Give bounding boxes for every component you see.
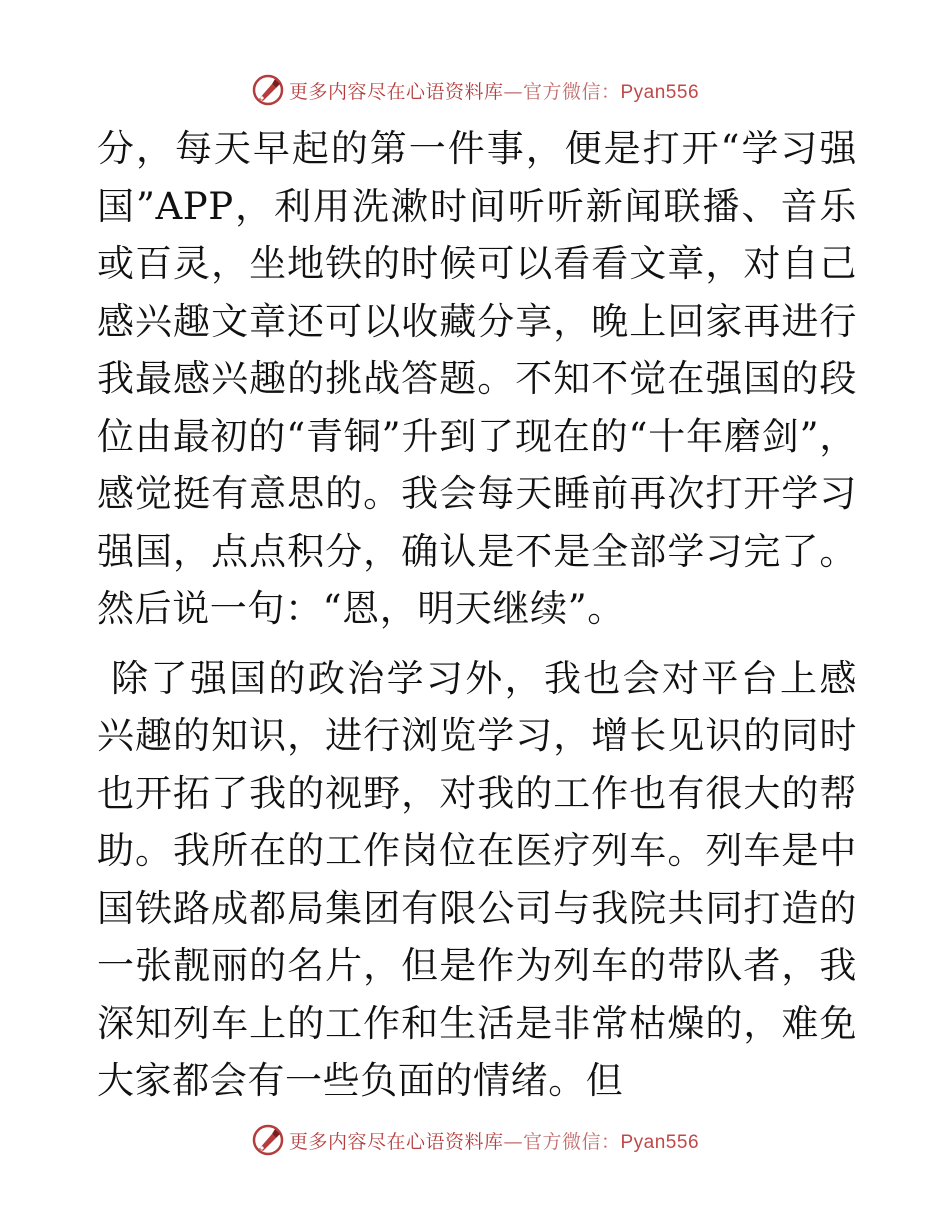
footer-banner-text <box>289 1127 699 1154</box>
paragraph-1: 分，每天早起的第一件事，便是打开“学习强国”APP，利用洗漱时间听听新闻联播、音乐或百灵，坐地铁的时候可以看看文章，对自己感兴趣文章还可以收藏分享，晚上回家再进行我最感兴趣的挑战答题。不知不觉在强国的段位由最初的“青铜”升到了现在的“十年磨剑”，感觉挺有意思的。我会每天睡前再次打开学习强国，点点积分，确认是不是全部学习完了。然后说一句：“恩，明天继续”。 <box>97 127 857 630</box>
document-body <box>97 120 857 1110</box>
footer-banner-dash: —官方微信： <box>503 1130 621 1153</box>
header-banner-dash: —官方微信： <box>503 80 621 103</box>
header-banner-text <box>289 77 699 104</box>
pen-circle-logo-icon <box>251 73 285 107</box>
footer-banner-id: Pyan556 <box>620 1131 700 1153</box>
header-banner <box>0 70 950 110</box>
header-banner-main: 更多内容尽在心语资料库 <box>288 80 504 103</box>
paragraph-2: 除了强国的政治学习外，我也会对平台上感兴趣的知识，进行浏览学习，增长见识的同时也开拓了我的视野，对我的工作也有很大的帮助。我所在的工作岗位在医疗列车。列车是中国铁路成都局集团有限公司与我院共同打造的一张靓丽的名片，但是作为列车的带队者，我深知列车上的工作和生活是非常枯燥的，难免大家都会有一些负面的情绪。但 <box>97 656 857 1102</box>
footer-banner-main: 更多内容尽在心语资料库 <box>288 1130 504 1153</box>
footer-banner <box>0 1120 950 1160</box>
pen-circle-logo-icon <box>251 1123 285 1157</box>
header-banner-id: Pyan556 <box>620 81 700 103</box>
